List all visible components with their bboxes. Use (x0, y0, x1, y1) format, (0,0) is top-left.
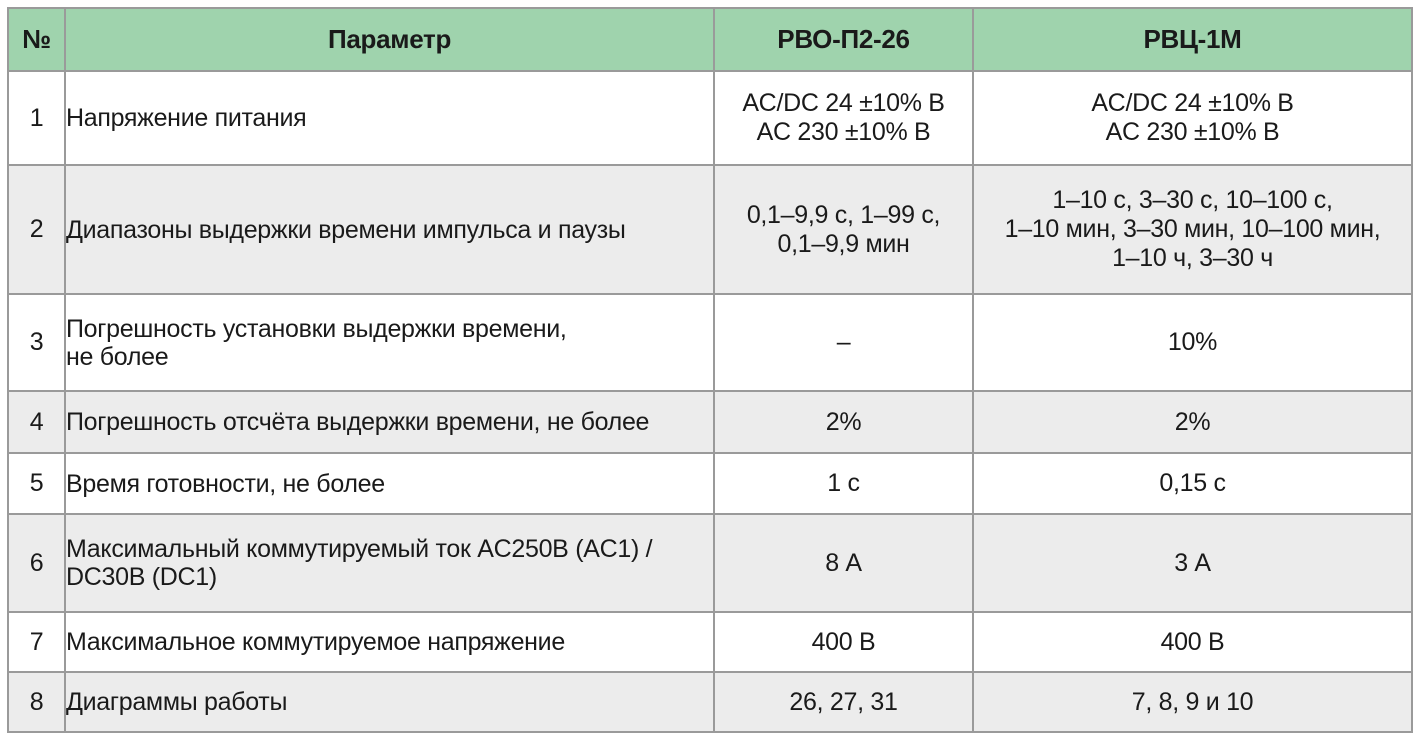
value-line: 8 А (825, 548, 862, 577)
value-line: 1–10 с, 3–30 с, 10–100 с, (1052, 186, 1333, 214)
value-line: 26, 27, 31 (789, 687, 898, 716)
value-line: 1–10 мин, 3–30 мин, 10–100 мин, (1004, 215, 1381, 243)
row-param (65, 514, 714, 612)
row-param (65, 391, 714, 453)
row-value-b (973, 71, 1412, 165)
row-num: 5 (8, 453, 65, 514)
table-row (8, 165, 1412, 294)
value-line: AC/DC 24 ±10% В (742, 89, 945, 117)
value-line: AC 230 ±10% В (1105, 118, 1280, 146)
param-line: Погрешность установки выдержки времени, (66, 314, 567, 343)
table-row (8, 71, 1412, 165)
row-value-b (973, 165, 1412, 294)
row-value-b (973, 514, 1412, 612)
row-value-a (714, 514, 973, 612)
header-col-b: РВЦ-1М (973, 8, 1412, 71)
row-param (65, 165, 714, 294)
row-param (65, 294, 714, 391)
row-value-a (714, 672, 973, 732)
value-line: 2% (825, 407, 862, 436)
header-row (8, 8, 1412, 71)
row-value-b (973, 453, 1412, 514)
value-line: 400 В (1160, 627, 1225, 656)
value-line: AC 230 ±10% В (756, 118, 931, 146)
row-num: 1 (8, 71, 65, 165)
value-line: 3 А (1174, 548, 1211, 577)
row-param (65, 612, 714, 672)
row-value-b (973, 294, 1412, 391)
table-row (8, 453, 1412, 514)
value-line: 0,1–9,9 с, 1–99 с, (746, 200, 941, 229)
param-line: не более (66, 342, 169, 371)
row-num: 7 (8, 612, 65, 672)
table-row (8, 514, 1412, 612)
value-line: 1 с (827, 469, 860, 497)
row-value-a (714, 71, 973, 165)
row-num: 8 (8, 672, 65, 732)
value-line: 0,15 с (1159, 469, 1226, 497)
table-row (8, 294, 1412, 391)
row-value-b (973, 612, 1412, 672)
param-line: Напряжение питания (66, 104, 307, 132)
row-param (65, 672, 714, 732)
value-line: 1–10 ч, 3–30 ч (1112, 244, 1273, 272)
table-row (8, 672, 1412, 732)
param-line: Время готовности, не более (66, 469, 385, 498)
table-row (8, 391, 1412, 453)
table-header (8, 8, 1412, 71)
value-line: 7, 8, 9 и 10 (1131, 687, 1254, 716)
row-value-a (714, 453, 973, 514)
spec-table (7, 7, 1413, 733)
header-param: Параметр (65, 8, 714, 71)
row-num: 3 (8, 294, 65, 391)
param-line: DC30В (DC1) (66, 563, 217, 591)
row-value-a (714, 294, 973, 391)
row-param (65, 453, 714, 514)
param-line: Максимальное коммутируемое напряжение (66, 628, 565, 656)
row-value-b (973, 391, 1412, 453)
row-value-a (714, 612, 973, 672)
row-value-a (714, 391, 973, 453)
row-num: 6 (8, 514, 65, 612)
row-value-b (973, 672, 1412, 732)
value-line: 0,1–9,9 мин (777, 229, 910, 258)
row-value-a (714, 165, 973, 294)
value-line: 2% (1174, 407, 1211, 436)
table-row (8, 612, 1412, 672)
table-body (8, 71, 1412, 732)
param-line: Диапазоны выдержки времени импульса и паузы (66, 215, 626, 244)
value-line: 10% (1167, 328, 1218, 356)
param-line: Максимальный коммутируемый ток AC250В (AC1) / (66, 535, 653, 563)
row-num: 2 (8, 165, 65, 294)
header-num: № (8, 8, 65, 71)
value-line: 400 В (811, 627, 876, 656)
value-line: AC/DC 24 ±10% В (1091, 89, 1294, 117)
value-line: – (836, 328, 851, 356)
header-col-a: РВО-П2-26 (714, 8, 973, 71)
param-line: Погрешность отсчёта выдержки времени, не более (66, 408, 650, 436)
param-line: Диаграммы работы (66, 688, 288, 716)
row-param (65, 71, 714, 165)
row-num: 4 (8, 391, 65, 453)
